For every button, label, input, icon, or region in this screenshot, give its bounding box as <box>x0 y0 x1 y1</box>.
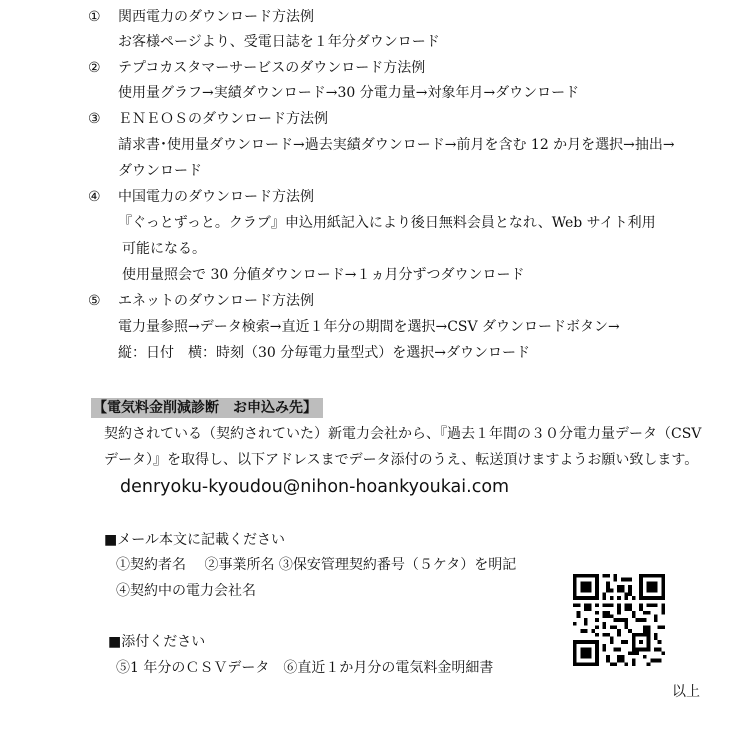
attach-line-1: ⑤1 年分のＣＳＶデータ ⑥直近１か月分の電気料金明細書 <box>116 660 494 676</box>
item-4-line-1: 『ぐっとずっと。クラブ』申込用紙記入により後日無料会員となれ、Web サイト利用 <box>118 215 656 231</box>
item-4-line-3: 使用量照会で 30 分値ダウンロード→１ヵ月分ずつダウンロード <box>122 267 525 283</box>
item-3-line-1: 請求書･使用量ダウンロード→過去実績ダウンロード→前月を含む 12 か月を選択→抽出→ <box>118 137 675 153</box>
item-5-title: エネットのダウンロード方法例 <box>118 293 314 309</box>
item-5-line-1: 電力量参照→データ検索→直近１年分の期間を選択→CSV ダウンロードボタン→ <box>118 319 620 335</box>
item-2-title: テプコカスタマーサービスのダウンロード方法例 <box>118 60 426 76</box>
attach-heading: ■添付ください <box>108 634 206 650</box>
mail-body-line-1: ①契約者名 ②事業所名 ③保安管理契約番号（５ケタ）を明記 <box>116 557 517 573</box>
item-5-number: ⑤ <box>88 293 101 309</box>
item-5-line-2: 縦：日付 横：時刻（30 分毎電力量型式）を選択→ダウンロード <box>118 345 530 361</box>
contact-paragraph-line-1: 契約されている（契約されていた）新電力会社から、『過去１年間の３０分電力量データ（CSV <box>104 426 702 442</box>
mail-body-heading: ■メール本文に記載ください <box>104 532 285 548</box>
contact-paragraph-line-2: データ）』を取得し、以下アドレスまでデータ添付のうえ、転送頂けますようお願い致します。 <box>104 452 699 468</box>
item-4-line-2: 可能になる。 <box>122 241 206 257</box>
mail-body-line-2: ④契約中の電力会社名 <box>116 583 256 599</box>
contact-heading: 【電気料金削減診断 お申込み先】 <box>91 398 323 418</box>
closing-text: 以上 <box>672 684 700 700</box>
item-1-title: 関西電力のダウンロード方法例 <box>118 9 314 25</box>
item-2-number: ② <box>88 60 101 76</box>
item-3-line-2: ダウンロード <box>118 163 202 179</box>
item-3-number: ③ <box>88 111 101 127</box>
item-4-title: 中国電力のダウンロード方法例 <box>118 189 314 205</box>
item-4-number: ④ <box>88 189 101 205</box>
item-1-line-1: お客様ページより、受電日誌を１年分ダウンロード <box>118 34 440 50</box>
item-3-title: ＥＮＥＯＳのダウンロード方法例 <box>118 111 328 127</box>
contact-email-address[interactable]: denryoku-kyoudou@nihon-hoankyoukai.com <box>120 477 510 497</box>
qr-code[interactable] <box>573 574 665 666</box>
item-1-number: ① <box>88 9 101 25</box>
item-2-line-1: 使用量グラフ→実績ダウンロード→30 分電力量→対象年月→ダウンロード <box>118 85 580 101</box>
